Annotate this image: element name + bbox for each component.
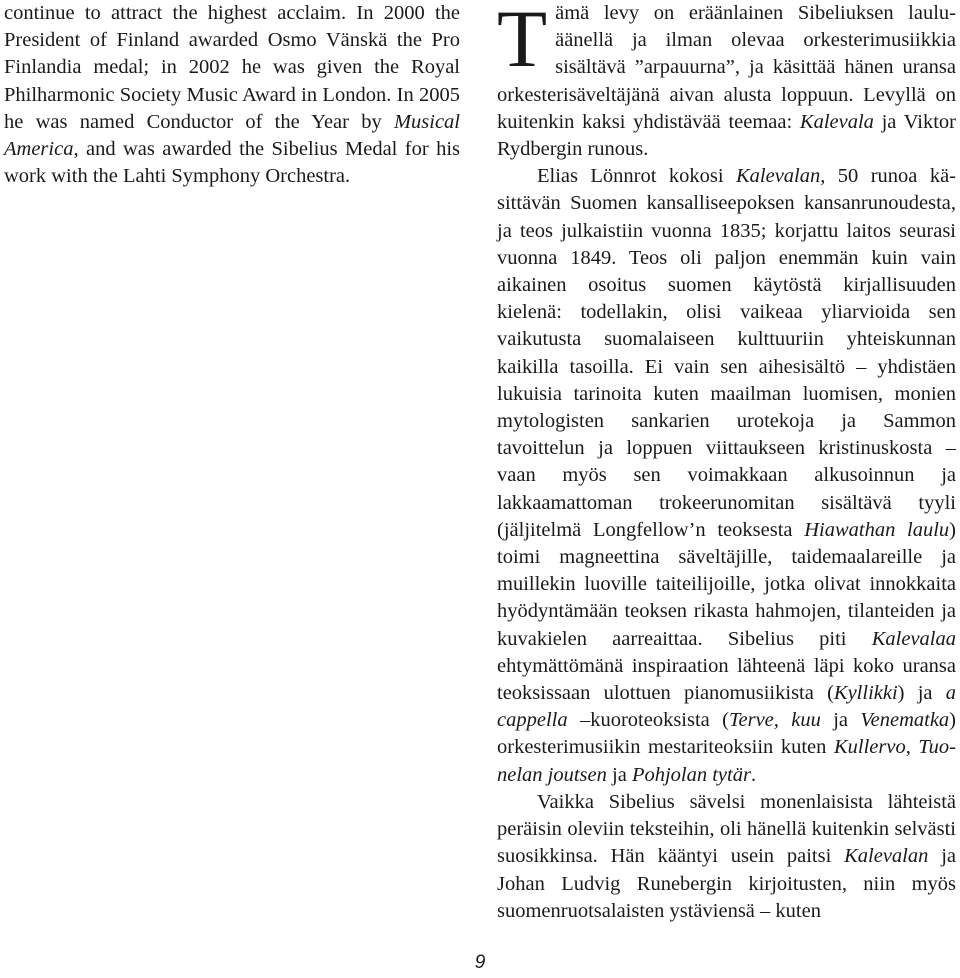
text-run: ,: [905, 736, 919, 759]
text-run: ja Johan Ludvig Runebergin kirjoitusten, niin myös suomenruotsalaisten ystäviensä – kuten: [497, 845, 956, 922]
text-run: , 50 runoa käsittävän Suomen kansalliseepoksen kansanrunoudesta, ja teos julkaistiin vuonna 1835; korjattu laitos seurasi vuonna 1849. Teos oli paljon enemmän kuin vain aikainen osoitus suomen käytöstä kirjallisuuden kielenä: todellakin, olisi vaikeaa yliarvioida sen vaikutusta suomalaiseen kulttuuriin yhteiskunnan kaikilla tasoilla. Ei vain sen aihesisältö – yhdistäen lukuisia tarinoita kuten maailman luomisen, monien mytologisten sankarien urotekoja ja Sammon tavoittelun ja loppuen viittaukseen kristinuskosta – vaan myös sen voimakkaan alkusoinnun ja lakkaamattoman trokeerunomitan sisältävä tyyli (jäljitelmä Longfellow’n teoksesta: [497, 165, 956, 541]
text-run: Elias Lönnrot kokosi: [537, 165, 736, 188]
paragraph: [497, 163, 956, 789]
paragraph: [4, 0, 460, 190]
text-run: ehtymättömänä inspiraation lähteenä läpi koko uransa teoksissaan ulottuen pianomusiikista (: [497, 654, 956, 705]
italic-title: Kalevala: [799, 110, 874, 133]
page-number: 9: [474, 952, 486, 973]
text-run: , and was awarded the Sibelius Medal for his work with the Lahti Symphony Orchestra.: [4, 138, 460, 188]
italic-title: Kalevalan: [844, 845, 929, 868]
italic-title: Kyllikki: [833, 682, 898, 705]
italic-title: Hiawathan laulu: [804, 518, 950, 541]
text-run: ) toimi magneettina säveltäjille, taidemaalareille ja muillekin luoville taiteilijoille, jotka olivat innokkaita hyödyntämään teoksen rikasta hahmojen, tilanteiden ja kuvakielen aarreaittaa. Sibelius piti: [497, 518, 956, 650]
text-run: ja Viktor Rydbergin runous.: [497, 110, 957, 161]
text-run: ja: [820, 709, 861, 732]
text-run: ämä levy on eräänlainen Sibeliuksen lauluäänellä ja ilman olevaa orkesterimusiikkia sisältävä ”arpauurna”, ja käsittää hänen uransa orkesterisäveltäjänä aivan alusta loppuun. Levyllä on kuitenkin kaksi yhdistävää teemaa:: [497, 2, 956, 133]
text-run: –kuoroteoksista (: [567, 709, 729, 732]
italic-title: Kalevalaa: [871, 627, 956, 650]
text-run: ja: [606, 763, 632, 786]
italic-title: Pohjolan tytär: [631, 763, 751, 786]
text-run: continue to attract the highest acclaim. In 2000 the President of Finland awarded Osmo Vänskä the Pro Finlandia medal; in 2002 he was given the Royal Philharmonic Society Music Award in London. In 2005 he was named Conductor of the Year by: [4, 2, 460, 133]
italic-title: Venematka: [860, 709, 950, 732]
italic-title: Kullervo: [833, 736, 906, 759]
right-column: [497, 0, 956, 925]
italic-title: Kalevalan: [735, 165, 821, 188]
left-column: [4, 0, 460, 190]
text-run: .: [750, 763, 757, 786]
drop-cap: T: [497, 0, 548, 84]
text-run: ) orkesterimusiikin mestariteoksiin kuten: [497, 709, 956, 759]
text-run: Vaikka Sibelius sävelsi monenlaisista lähteistä peräisin oleviin teksteihin, oli hänellä kuitenkin selvästi suosikkinsa. Hän kääntyi usein paitsi: [497, 790, 956, 868]
italic-title: Musical America: [4, 110, 460, 161]
italic-title: Tuonelan joutsen: [497, 736, 956, 786]
paragraph: [497, 789, 956, 925]
italic-title: a cappella: [497, 682, 956, 732]
italic-title: Terve, kuu: [728, 709, 821, 732]
text-run: ) ja: [897, 682, 946, 705]
paragraph: [497, 0, 956, 163]
